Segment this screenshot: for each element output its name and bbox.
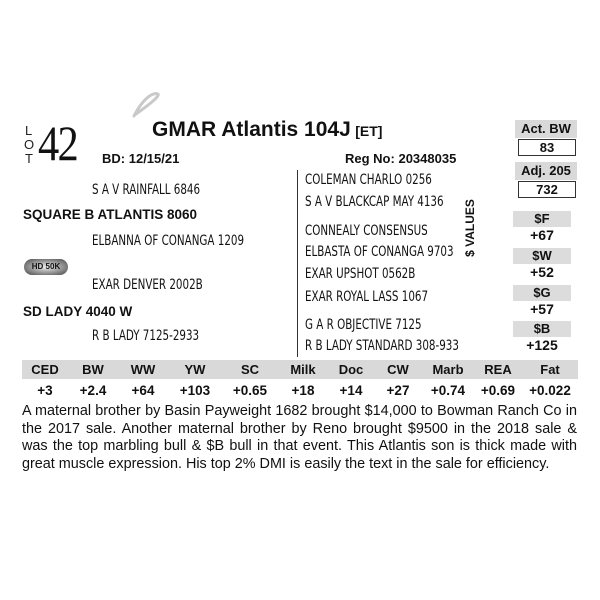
epd-value-sc: +0.65 bbox=[232, 383, 268, 398]
lot-letter-o: O bbox=[24, 137, 35, 152]
lot-number: 42 bbox=[38, 115, 78, 171]
epd-header-sc: SC bbox=[240, 362, 260, 377]
act-bw-value: 83 bbox=[518, 139, 576, 156]
sire-dam: ELBANNA OF CONANGA 1209 bbox=[92, 233, 245, 249]
sire: SQUARE B ATLANTIS 8060 bbox=[23, 207, 198, 222]
bd-label: BD: bbox=[102, 151, 126, 166]
description-text: A maternal brother by Basin Payweight 1682 brought $14,000 to Bowman Ranch Co in the 2017 sale. Another maternal brother by Reno brought $9500 in the 2018 sale & was the top marbling bull & $B bull in that event. This Atlantis son is thick made with great muscle expression. His top 2% DMI is easily the text in the sale for efficiency. bbox=[22, 403, 577, 472]
epd-header-rea: REA bbox=[484, 362, 512, 377]
adj-205-label: Adj. 205 bbox=[515, 162, 577, 180]
birth-date bbox=[102, 151, 179, 166]
dollar-w-label: $W bbox=[513, 248, 571, 264]
sire-sire: S A V RAINFALL 6846 bbox=[92, 182, 201, 198]
dollar-b-label: $B bbox=[513, 321, 571, 337]
animal-title bbox=[152, 118, 382, 142]
epd-header-ww: WW bbox=[130, 362, 156, 377]
adj-205-value: 732 bbox=[518, 181, 576, 198]
epd-header-yw: YW bbox=[184, 362, 206, 377]
ds-sire: EXAR UPSHOT 0562B bbox=[305, 266, 416, 282]
epd-value-marb: +0.74 bbox=[430, 383, 466, 398]
dollar-g-value: +57 bbox=[530, 301, 554, 317]
ss-sire: COLEMAN CHARLO 0256 bbox=[305, 172, 432, 188]
reg-label: Reg No: bbox=[345, 151, 395, 166]
dd-sire: G A R OBJECTIVE 7125 bbox=[305, 317, 422, 333]
epd-header-milk: Milk bbox=[290, 362, 316, 377]
ds-dam: EXAR ROYAL LASS 1067 bbox=[305, 289, 429, 305]
dollar-f-value: +67 bbox=[530, 227, 554, 243]
sd-sire: CONNEALY CONSENSUS bbox=[305, 223, 428, 239]
dam: SD LADY 4040 W bbox=[23, 304, 133, 319]
epd-header-doc: Doc bbox=[338, 362, 364, 377]
dd-dam: R B LADY STANDARD 308-933 bbox=[305, 338, 459, 354]
lot-letter-t: T bbox=[25, 151, 33, 166]
epd-value-rea: +0.69 bbox=[480, 383, 516, 398]
pedigree-divider bbox=[297, 170, 298, 357]
dollar-f-label: $F bbox=[513, 211, 571, 227]
epd-value-milk: +18 bbox=[291, 383, 315, 398]
epd-header-bw: BW bbox=[82, 362, 104, 377]
dam-dam: R B LADY 7125-2933 bbox=[92, 328, 200, 344]
bd-value: 12/15/21 bbox=[128, 151, 180, 166]
lot-letter-l: L bbox=[25, 123, 33, 138]
reg-value: 20348035 bbox=[398, 151, 457, 166]
registration-number bbox=[345, 151, 456, 166]
epd-value-bw: +2.4 bbox=[79, 383, 107, 398]
ss-dam: S A V BLACKCAP MAY 4136 bbox=[305, 194, 444, 210]
hd50k-badge-icon: HD 50K bbox=[24, 259, 68, 275]
epd-value-cw: +27 bbox=[386, 383, 410, 398]
epd-value-doc: +14 bbox=[339, 383, 363, 398]
act-bw-label: Act. BW bbox=[515, 120, 577, 138]
epd-header-fat: Fat bbox=[540, 362, 560, 377]
epd-header-ced: CED bbox=[31, 362, 59, 377]
epd-value-fat: +0.022 bbox=[529, 383, 571, 398]
epd-value-yw: +103 bbox=[179, 383, 211, 398]
sd-dam: ELBASTA OF CONANGA 9703 bbox=[305, 244, 454, 260]
dollar-w-value: +52 bbox=[530, 264, 554, 280]
epd-value-ced: +3 bbox=[37, 383, 53, 398]
dollar-b-value: +125 bbox=[526, 337, 558, 353]
dam-sire: EXAR DENVER 2002B bbox=[92, 277, 203, 293]
pencil-mark-icon bbox=[128, 90, 164, 120]
epd-value-row bbox=[22, 381, 578, 400]
epd-header-marb: Marb bbox=[432, 362, 464, 377]
dollar-values-label: $ VALUES bbox=[463, 199, 477, 257]
epd-value-ww: +64 bbox=[131, 383, 155, 398]
epd-header-row bbox=[22, 360, 578, 379]
dollar-g-label: $G bbox=[513, 285, 571, 301]
animal-name: GMAR Atlantis 104J bbox=[152, 118, 351, 141]
epd-header-cw: CW bbox=[387, 362, 409, 377]
et-tag: [ET] bbox=[355, 123, 383, 139]
